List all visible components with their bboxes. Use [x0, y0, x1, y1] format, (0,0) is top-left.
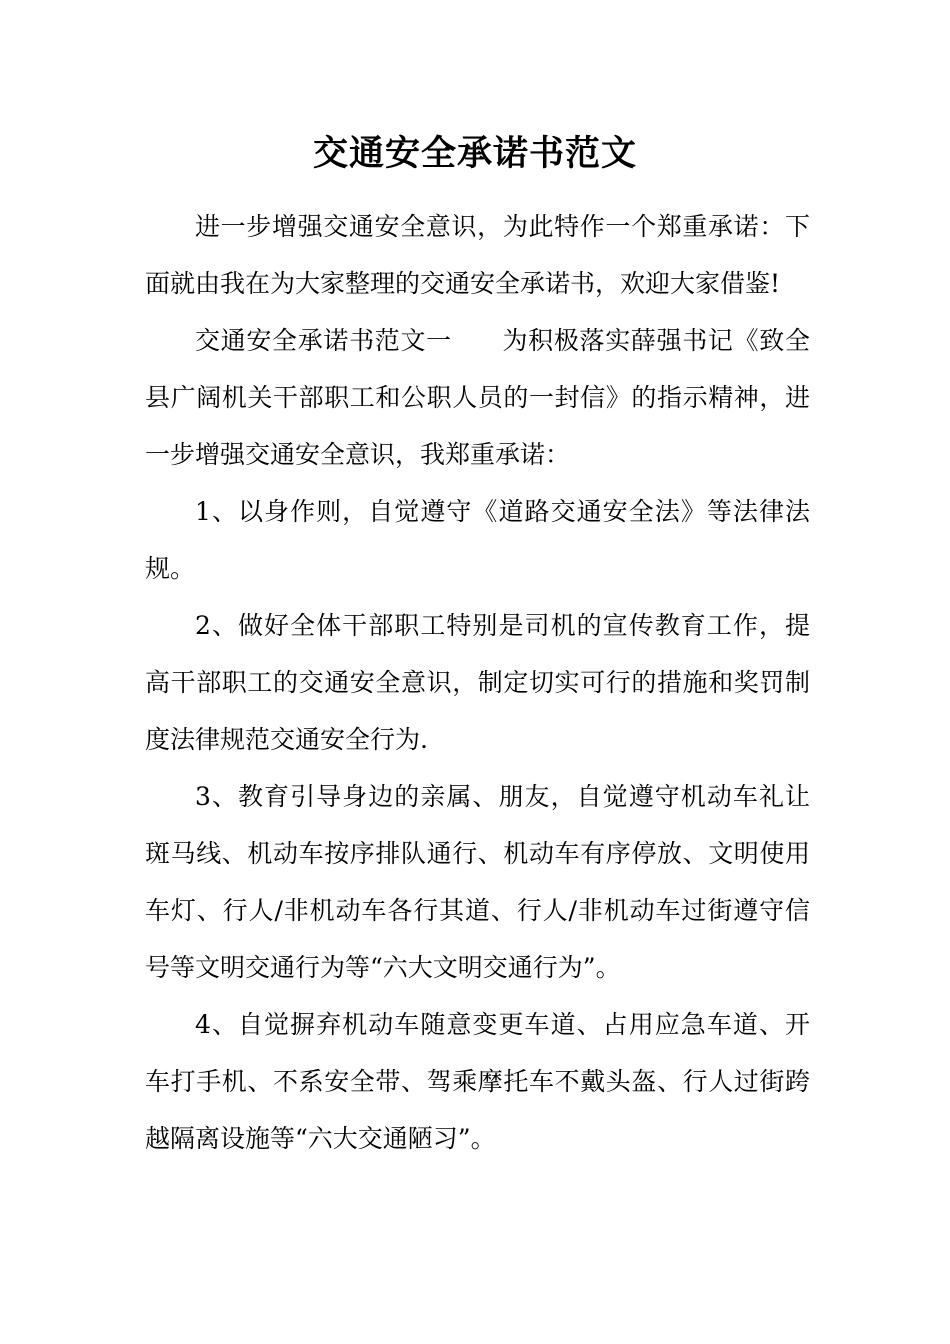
commitment-item-2: 2、做好全体干部职工特别是司机的宣传教育工作，提高干部职工的交通安全意识，制定切实可行的措施和奖罚制度法律规范交通安全行为.: [145, 611, 810, 754]
section-heading: 交通安全承诺书范文一: [195, 326, 452, 355]
section-one-text: 为积极落实薛强书记《致全县广阔机关干部职工和公职人员的一封信》的指示精神，进一步增强交通安全意识，我郑重承诺：: [145, 326, 810, 469]
commitment-item-3: 3、教育引导身边的亲属、朋友，自觉遵守机动车礼让斑马线、机动车按序排队通行、机动车有序停放、文明使用车灯、行人/非机动车各行其道、行人/非机动车过街遵守信号等文明交通行为等“六大文明交通行为”。: [145, 782, 810, 982]
intro-paragraph: 进一步增强交通安全意识，为此特作一个郑重承诺：下面就由我在为大家整理的交通安全承诺书，欢迎大家借鉴!: [145, 212, 810, 298]
commitment-item-1: 1、以身作则，自觉遵守《道路交通安全法》等法律法规。: [145, 497, 810, 583]
document-body: [145, 198, 810, 1167]
section-one-paragraph: [145, 312, 810, 483]
document-title: 交通安全承诺书范文: [312, 133, 637, 174]
commitment-item-4: 4、自觉摒弃机动车随意变更车道、占用应急车道、开车打手机、不系安全带、驾乘摩托车不戴头盔、行人过街跨越隔离设施等“六大交通陋习”。: [145, 1010, 810, 1153]
